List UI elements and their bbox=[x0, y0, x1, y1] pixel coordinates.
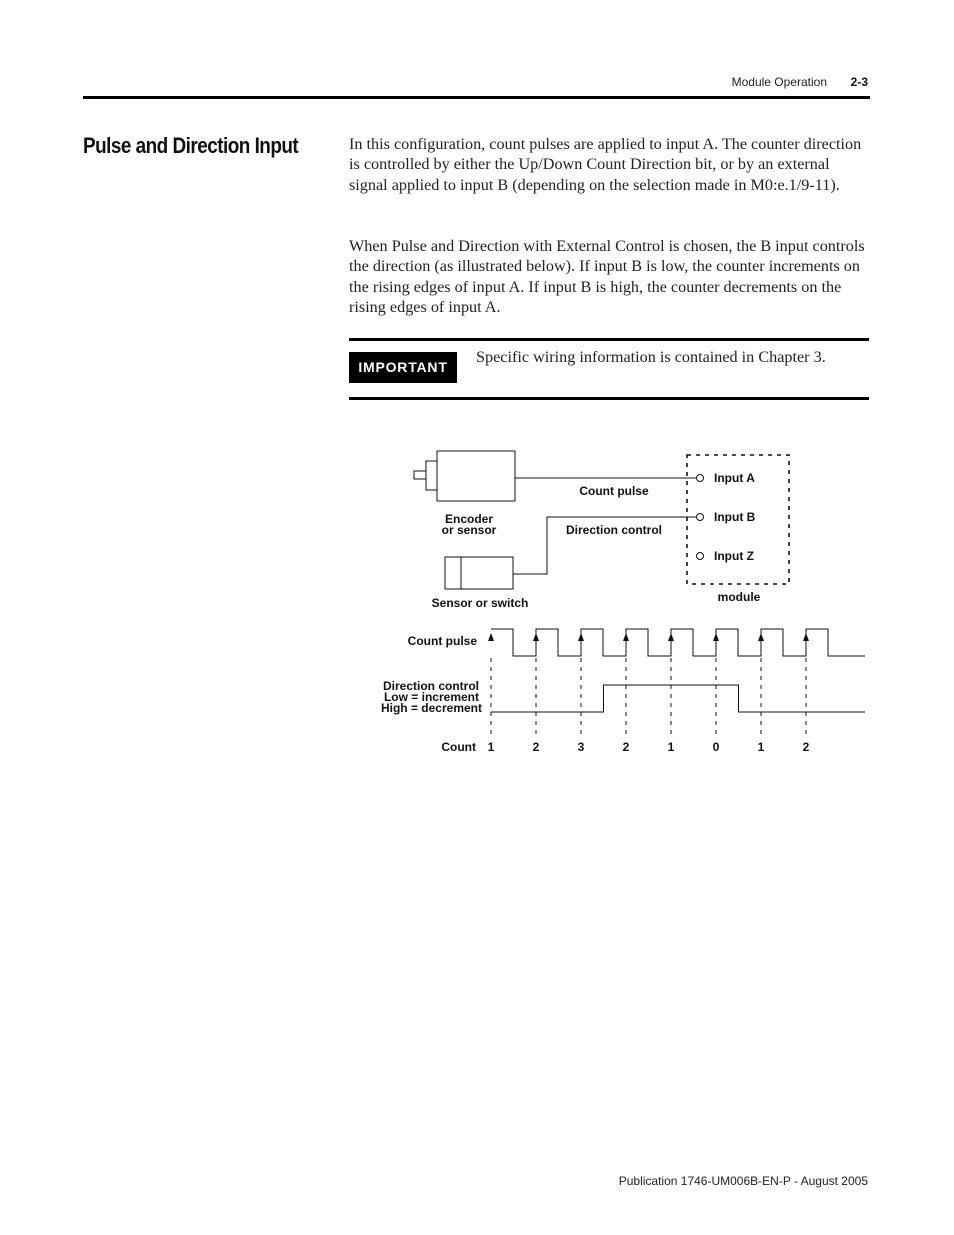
rising-edge-arrow-icon bbox=[758, 633, 764, 641]
rising-edge-arrow-icon bbox=[578, 633, 584, 641]
sensor-switch-label: Sensor or switch bbox=[431, 596, 529, 610]
count-values bbox=[488, 740, 810, 754]
count-pulse-waveform bbox=[491, 629, 865, 656]
header-section: Module Operation bbox=[731, 75, 827, 89]
input-b-label: Input B bbox=[714, 510, 756, 524]
input-a-label: Input A bbox=[714, 471, 755, 485]
rising-edge-arrow-icon bbox=[803, 633, 809, 641]
encoder-label-line2: or sensor bbox=[441, 523, 497, 537]
count-value: 3 bbox=[577, 740, 585, 754]
timing-direction-label-line3: High = decrement bbox=[380, 701, 482, 715]
encoder-icon bbox=[414, 451, 515, 501]
timing-direction-label-line2: Low = increment bbox=[383, 690, 479, 704]
input-a-terminal bbox=[697, 475, 704, 482]
encoder-label-line1: Encoder bbox=[444, 512, 494, 526]
rising-edge-arrow-icon bbox=[713, 633, 719, 641]
count-value: 1 bbox=[757, 740, 765, 754]
timing-count-label: Count bbox=[441, 740, 476, 754]
input-z-terminal bbox=[697, 553, 704, 560]
timing-count-pulse-label: Count pulse bbox=[407, 634, 477, 648]
rising-edge-arrow-icon bbox=[533, 633, 539, 641]
count-pulse-wire-label: Count pulse bbox=[579, 484, 649, 498]
count-value: 2 bbox=[802, 740, 810, 754]
timing-direction-label-line1: Direction control bbox=[382, 679, 479, 693]
sensor-switch-icon bbox=[445, 557, 513, 589]
count-value: 2 bbox=[532, 740, 540, 754]
important-text: Specific wiring information is contained in Chapter 3. bbox=[476, 348, 826, 366]
module-label: module bbox=[717, 590, 761, 604]
direction-control-waveform bbox=[491, 685, 865, 712]
count-value: 1 bbox=[487, 740, 495, 754]
footer-publication: Publication 1746-UM006B-EN-P - August 2005 bbox=[618, 1174, 868, 1188]
page-number: 2-3 bbox=[850, 75, 868, 89]
section-title: Pulse and Direction Input bbox=[83, 133, 299, 158]
count-value: 1 bbox=[667, 740, 675, 754]
input-z-label: Input Z bbox=[714, 549, 754, 563]
important-label: IMPORTANT bbox=[349, 352, 457, 383]
count-value: 2 bbox=[622, 740, 630, 754]
paragraph-external-control: When Pulse and Direction with External Control is chosen, the B input controls the direction (as illustrated below). If input B is low, the counter increments on the rising edges of input A. If input B is high, the counter decrements on the rising edges of input A. bbox=[349, 237, 865, 317]
count-value: 0 bbox=[712, 740, 720, 754]
wiring-diagram bbox=[414, 451, 789, 610]
rising-edge-arrow-icon bbox=[488, 633, 494, 641]
direction-control-wire-label: Direction control bbox=[565, 523, 663, 537]
rising-edge-arrow-icon bbox=[623, 633, 629, 641]
paragraph-configuration: In this configuration, count pulses are applied to input A. The counter direction is controlled by either the Up/Down Count Direction bit, or by an external signal applied to input B (depending on the selection made in M0:e.1/9-11). bbox=[349, 135, 862, 194]
timing-diagram bbox=[381, 629, 865, 754]
rising-edge-arrow-icon bbox=[668, 633, 674, 641]
input-b-terminal bbox=[697, 514, 704, 521]
